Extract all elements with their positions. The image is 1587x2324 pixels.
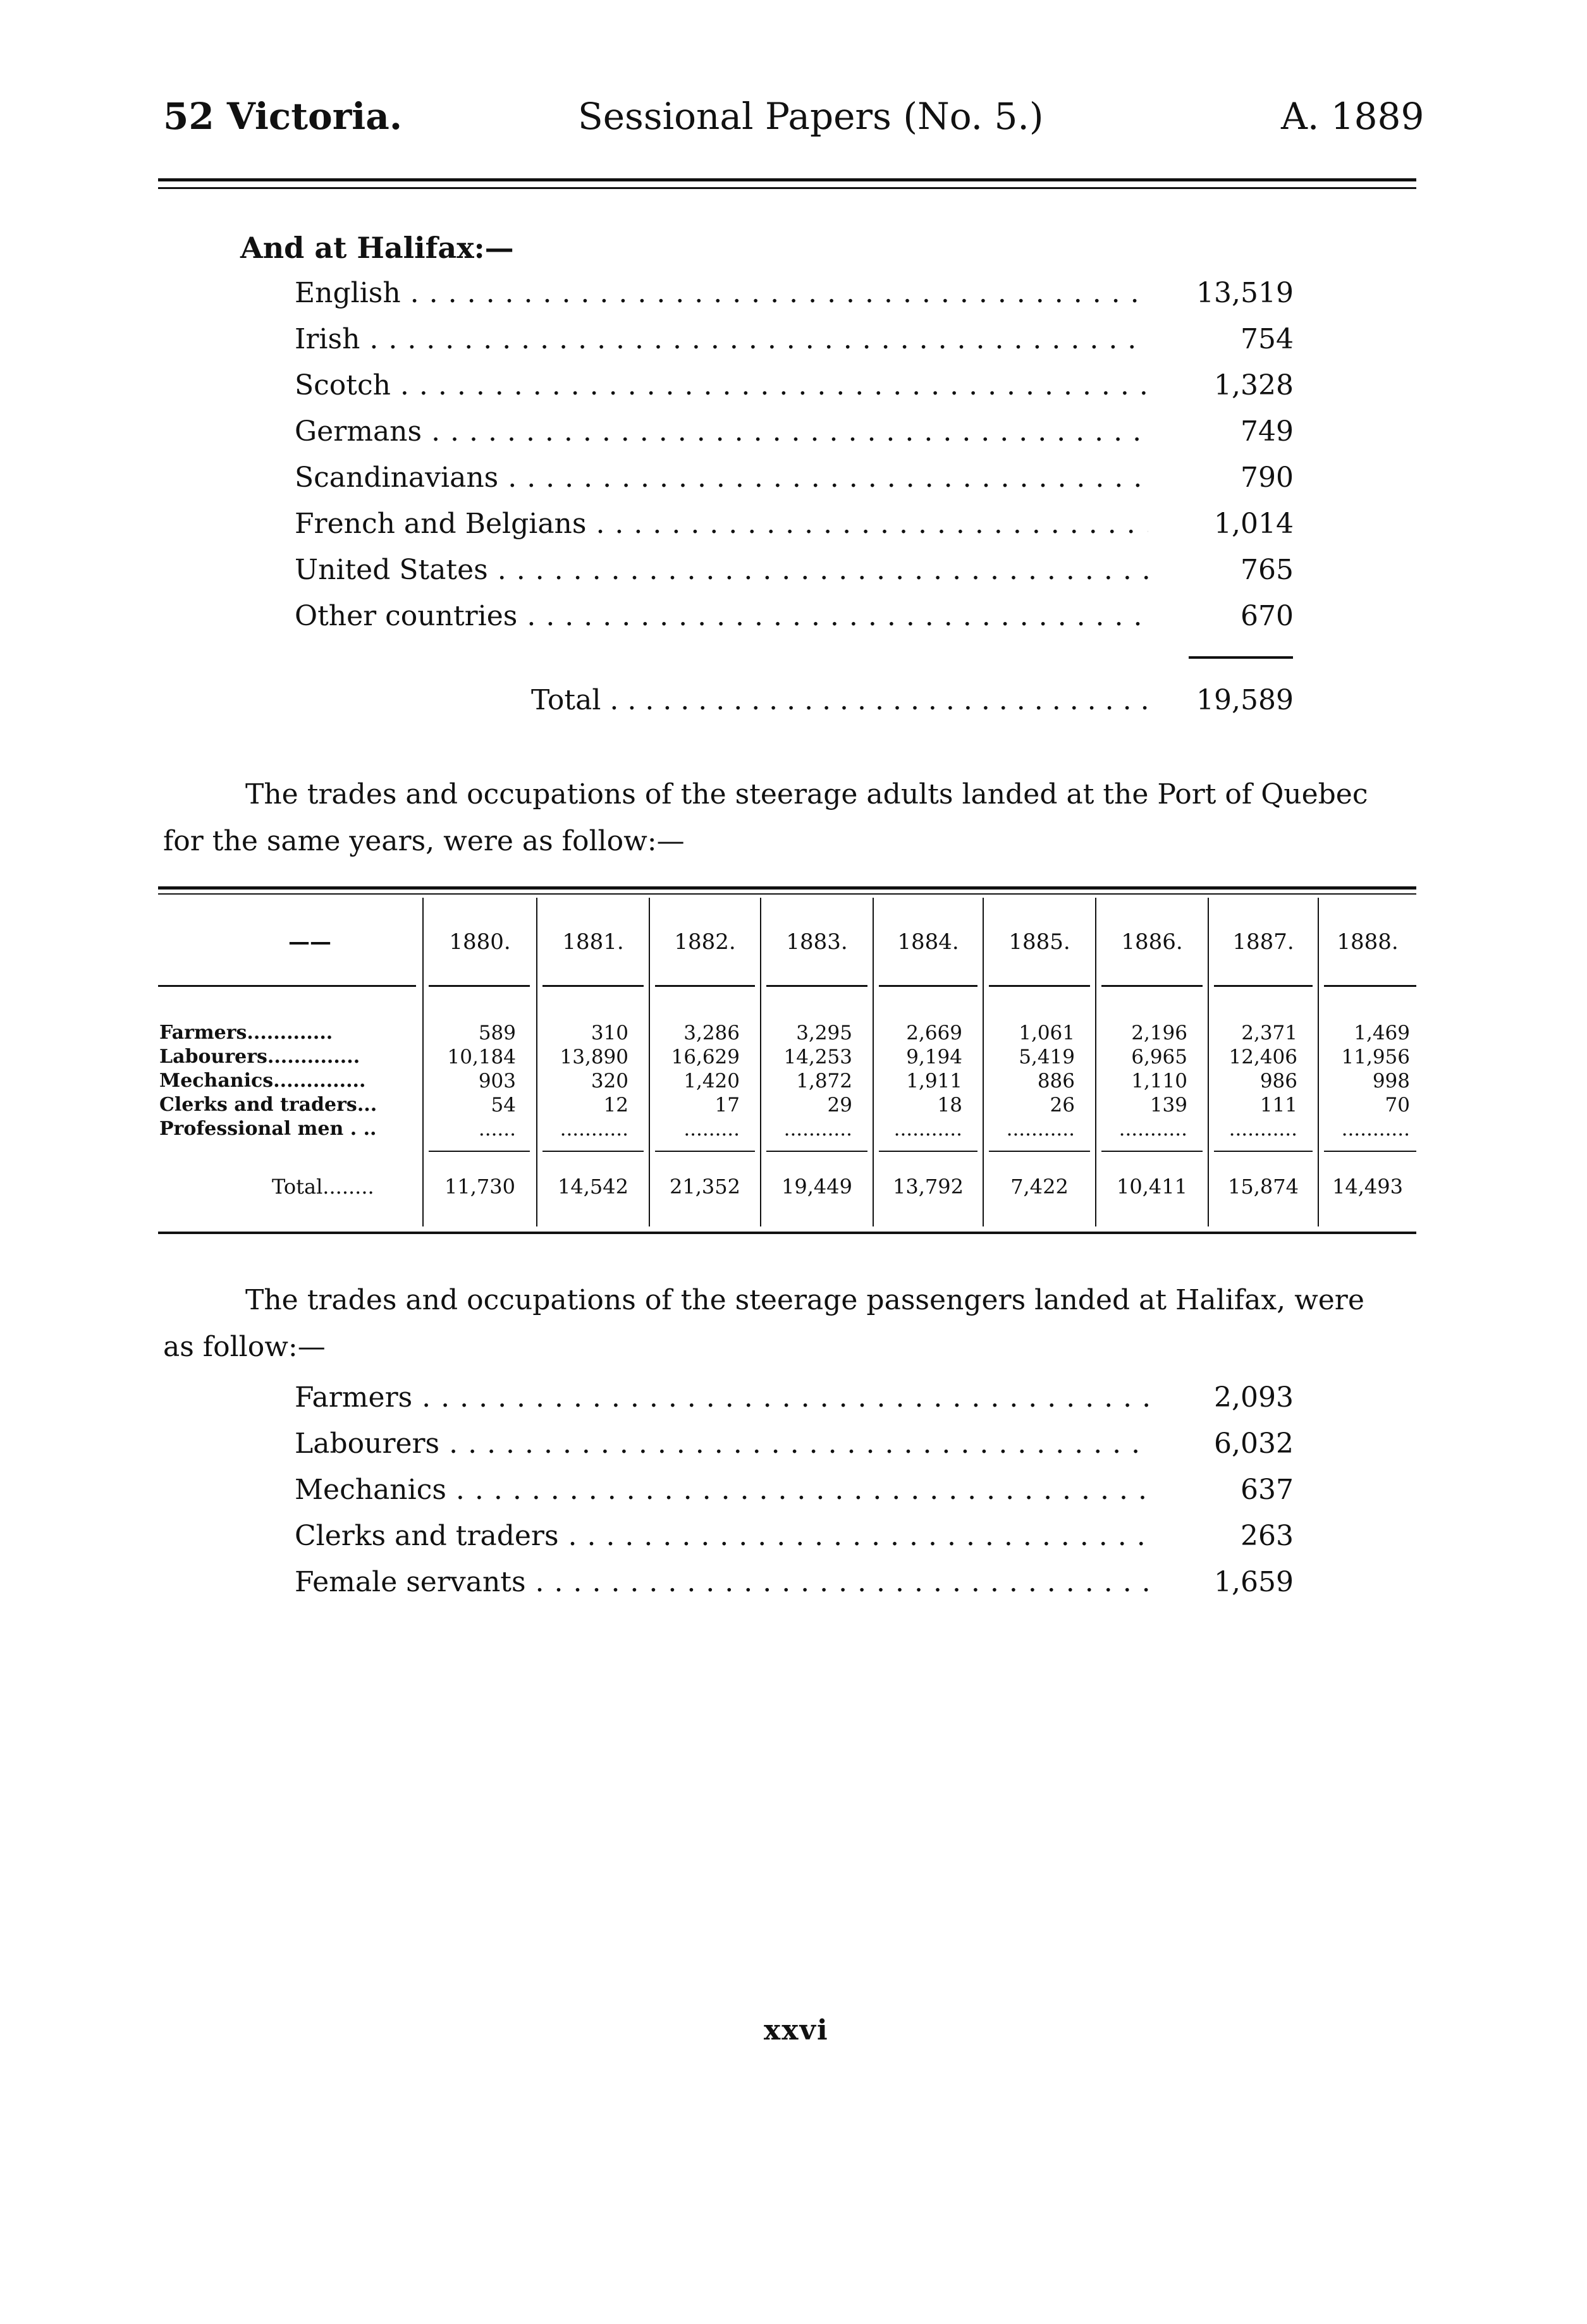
column-header: 1888. (1337, 929, 1399, 955)
sum-rule (1189, 656, 1293, 659)
table-cell: 3,295 (796, 1022, 852, 1044)
header-separator (1324, 985, 1416, 987)
row-label-mechanics: Mechanics.............. (159, 1070, 366, 1092)
table-cell: ...... (478, 1118, 516, 1141)
header-separator (1101, 985, 1203, 987)
item-label: Female servants . . . (295, 1566, 1148, 1598)
table-cell: ........... (893, 1118, 962, 1141)
header-separator (879, 985, 977, 987)
row-label-labourers: Labourers.............. (159, 1046, 360, 1068)
paragraph-line: The trades and occupations of the steerage passengers landed at Halifax, were (245, 1284, 1364, 1316)
sum-separator (542, 1151, 644, 1152)
table-cell: 54 (491, 1094, 516, 1116)
table-cell: 14,253 (783, 1046, 852, 1068)
table-cell: 1,911 (906, 1070, 962, 1092)
sum-separator (1101, 1151, 1203, 1152)
quebec-intro-paragraph (163, 771, 1409, 865)
table-cell: 16,629 (671, 1046, 740, 1068)
table-cell: 2,371 (1241, 1022, 1297, 1044)
item-value: 754 (1241, 323, 1294, 355)
item-value: 790 (1241, 462, 1294, 494)
total-label: Total . . . (531, 684, 1151, 716)
total-value: 19,589 (1196, 684, 1294, 716)
item-value: 749 (1241, 415, 1294, 448)
table-cell: ........... (783, 1118, 852, 1141)
table-corner: —— (288, 929, 331, 955)
table-cell: ........... (560, 1118, 628, 1141)
halifax-intro: And at Halifax:— (240, 231, 514, 265)
table-total-cell: 7,422 (1010, 1175, 1069, 1199)
item-value: 1,328 (1214, 369, 1294, 401)
table-cell: ........... (1229, 1118, 1297, 1141)
list-item (295, 1381, 1294, 1419)
sum-separator (989, 1151, 1090, 1152)
row-label-clerks: Clerks and traders... (159, 1094, 377, 1116)
table-total-cell: 15,874 (1228, 1175, 1299, 1199)
header-separator (158, 985, 416, 987)
column-header: 1884. (897, 929, 959, 955)
table-cell: 2,196 (1131, 1022, 1187, 1044)
table-cell: 589 (478, 1022, 516, 1044)
table-top-rule (158, 886, 1416, 890)
column-header: 1885. (1008, 929, 1070, 955)
row-label-farmers: Farmers............. (159, 1022, 333, 1044)
table-cell: 111 (1259, 1094, 1297, 1116)
item-label: Scotch . . . (295, 369, 1148, 401)
table-total-cell: 13,792 (893, 1175, 964, 1199)
table-cell: ........... (1006, 1118, 1075, 1141)
page-folio: xxvi (764, 2014, 829, 2046)
header-separator (766, 985, 867, 987)
item-value: 2,093 (1214, 1381, 1294, 1414)
table-total-cell: 14,542 (558, 1175, 628, 1199)
header-session: 52 Victoria. (163, 95, 403, 138)
sum-separator (655, 1151, 755, 1152)
list-item (295, 1474, 1294, 1512)
header-title: Sessional Papers (No. 5.) (578, 95, 1044, 138)
table-total-cell: 10,411 (1117, 1175, 1187, 1199)
item-label: Farmers . . . (295, 1381, 1148, 1414)
table-cell: 3,286 (683, 1022, 740, 1044)
column-header: 1886. (1121, 929, 1183, 955)
column-header: 1882. (674, 929, 736, 955)
column-header: 1881. (562, 929, 624, 955)
table-cell: 9,194 (906, 1046, 962, 1068)
item-label: Labourers . . . (295, 1428, 1148, 1460)
item-value: 263 (1241, 1520, 1294, 1552)
paragraph-line: as follow:— (163, 1331, 326, 1363)
table-cell: 26 (1050, 1094, 1075, 1116)
column-header: 1880. (449, 929, 511, 955)
table-cell: 1,420 (683, 1070, 740, 1092)
sum-separator (1324, 1151, 1416, 1152)
table-cell: 903 (478, 1070, 516, 1092)
item-value: 6,032 (1214, 1428, 1294, 1460)
item-label: French and Belgians . . . (295, 508, 1148, 540)
table-cell: 12 (603, 1094, 628, 1116)
table-cell: 18 (937, 1094, 962, 1116)
item-value: 1,014 (1214, 508, 1294, 540)
list-item (295, 415, 1294, 453)
list-item (295, 554, 1294, 592)
table-cell: 1,872 (796, 1070, 852, 1092)
item-label: Other countries . . . (295, 600, 1148, 632)
table-cell: 12,406 (1229, 1046, 1297, 1068)
list-item (295, 600, 1294, 638)
header-separator (989, 985, 1090, 987)
table-cell: 70 (1385, 1094, 1410, 1116)
table-cell: 10,184 (447, 1046, 516, 1068)
halifax-total-row (531, 684, 1294, 722)
item-value: 1,659 (1214, 1566, 1294, 1598)
table-cell: 11,956 (1341, 1046, 1410, 1068)
table-cell: ........... (1341, 1118, 1410, 1141)
halifax-trades-paragraph (163, 1277, 1409, 1371)
item-value: 670 (1241, 600, 1294, 632)
header-year: A. 1889 (1281, 95, 1425, 138)
item-label: Irish . . . (295, 323, 1148, 355)
table-cell: 1,469 (1354, 1022, 1410, 1044)
table-cell: 2,669 (906, 1022, 962, 1044)
sum-separator (429, 1151, 530, 1152)
item-label: Mechanics . . . (295, 1474, 1148, 1506)
list-item (295, 277, 1294, 315)
table-cell: 139 (1149, 1094, 1187, 1116)
item-value: 637 (1241, 1474, 1294, 1506)
list-item (295, 462, 1294, 499)
header-separator (1214, 985, 1313, 987)
header-separator (542, 985, 644, 987)
table-cell: 6,965 (1131, 1046, 1187, 1068)
table-total-cell: 21,352 (670, 1175, 740, 1199)
list-item (295, 1566, 1294, 1604)
table-cell: 5,419 (1019, 1046, 1075, 1068)
column-header: 1883. (786, 929, 848, 955)
sum-separator (879, 1151, 977, 1152)
table-cell: 310 (591, 1022, 628, 1044)
row-label-professional: Professional men . .. (159, 1118, 377, 1140)
table-cell: ......... (683, 1118, 740, 1141)
table-total-cell: 14,493 (1332, 1175, 1403, 1199)
list-item (295, 369, 1294, 407)
table-cell: 1,110 (1131, 1070, 1187, 1092)
header-separator (429, 985, 530, 987)
item-value: 13,519 (1196, 277, 1294, 309)
table-cell: 320 (591, 1070, 628, 1092)
item-label: English . . . (295, 277, 1148, 309)
table-cell: 986 (1259, 1070, 1297, 1092)
list-item (295, 323, 1294, 361)
table-bottom-rule (158, 1232, 1416, 1234)
table-cell: ........... (1118, 1118, 1187, 1141)
item-label: Clerks and traders . . . (295, 1520, 1148, 1552)
list-item (295, 1520, 1294, 1558)
table-top-rule-thin (158, 893, 1416, 895)
table-cell: 13,890 (560, 1046, 628, 1068)
sum-separator (1214, 1151, 1313, 1152)
paragraph-line: The trades and occupations of the steerage adults landed at the Port of Quebec (245, 778, 1368, 810)
sum-separator (766, 1151, 867, 1152)
column-header: 1887. (1232, 929, 1294, 955)
table-cell: 886 (1037, 1070, 1075, 1092)
list-item (295, 1428, 1294, 1465)
item-label: Germans . . . (295, 415, 1148, 448)
table-total-cell: 11,730 (444, 1175, 515, 1199)
header-separator (655, 985, 755, 987)
item-label: Scandinavians . . . (295, 462, 1148, 494)
list-item (295, 508, 1294, 546)
item-label: United States . . . (295, 554, 1148, 586)
table-cell: 1,061 (1019, 1022, 1075, 1044)
header-rule-second (158, 187, 1416, 189)
table-total-label: Total........ (272, 1175, 374, 1199)
paragraph-line: for the same years, were as follow:— (163, 825, 685, 857)
quebec-trades-table (158, 898, 1416, 1226)
table-cell: 17 (714, 1094, 740, 1116)
table-total-cell: 19,449 (781, 1175, 852, 1199)
item-value: 765 (1241, 554, 1294, 586)
table-cell: 998 (1372, 1070, 1410, 1092)
table-cell: 29 (827, 1094, 852, 1116)
header-rule (158, 178, 1416, 181)
